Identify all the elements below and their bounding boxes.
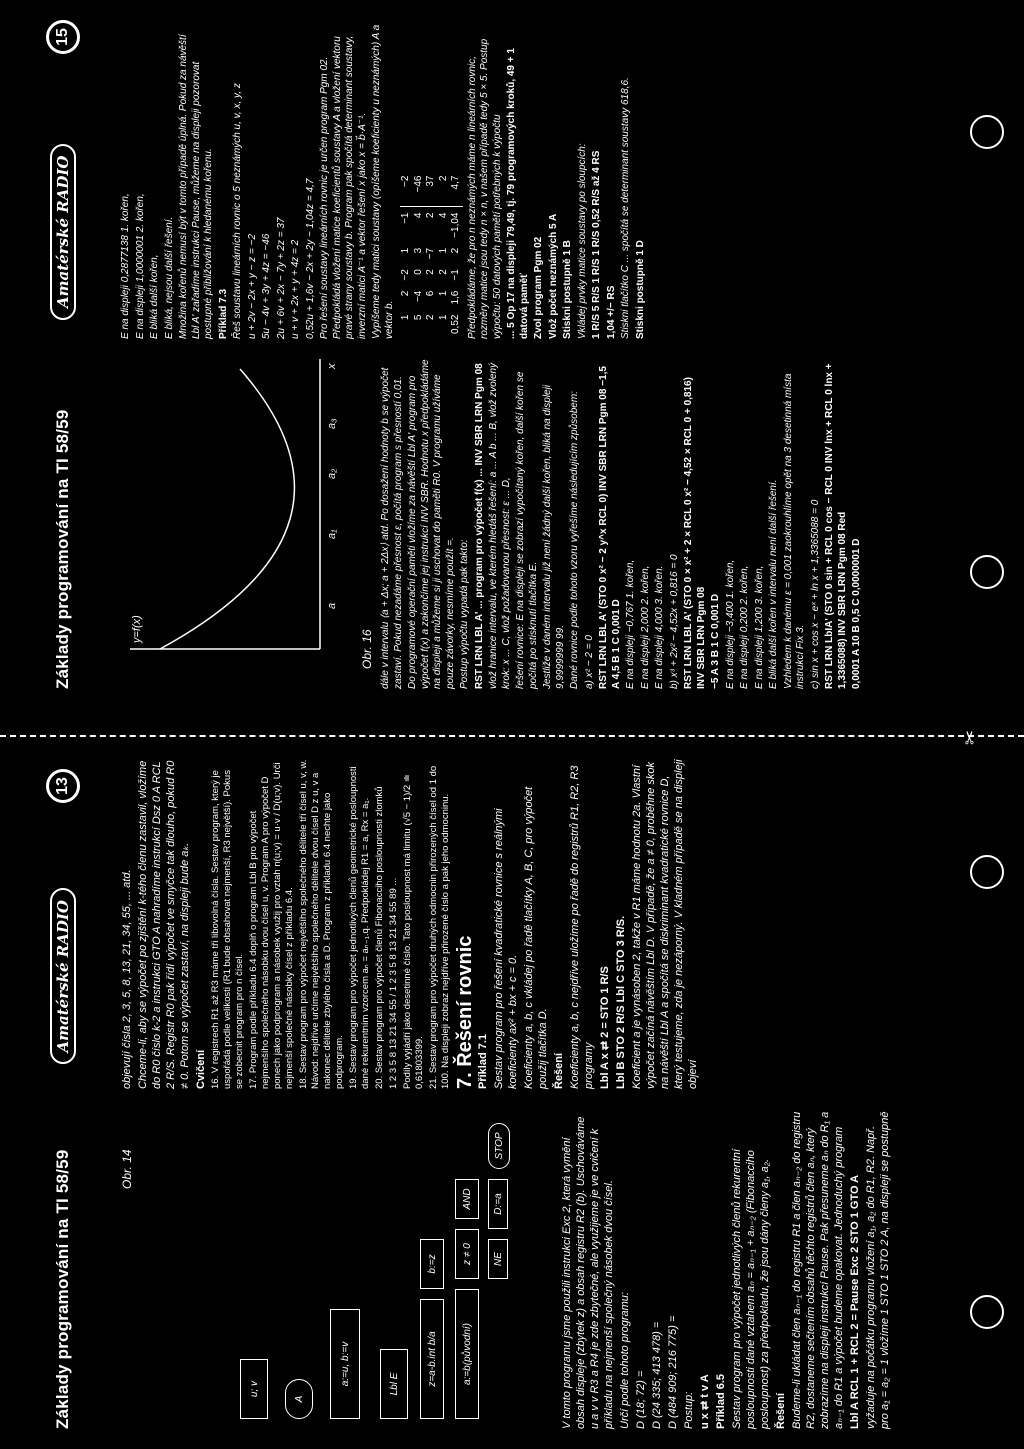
matrix-cell: 4 <box>412 212 424 219</box>
matrix-cell: −7 <box>425 247 436 260</box>
paragraph: E na displeji −0,767 1. kořen, <box>625 559 636 689</box>
paragraph: E bliká, nejsou další řešení. <box>163 216 175 339</box>
paragraph: 18. Sestav program pro výpočet největšího společného dělitele tří čísel u, v, w. Návod: nejdříve určíme největšího společného dělitele dvou čísel D z u, v a nakonec dělitele zbylého čísla a D. Program z příkladu 6.4 nechte jako podprogram. <box>298 759 345 1089</box>
paragraph: Předpokládáme, že pro n neznámých máme n lineárních rovnic, rozměry matice jsou tedy n × n, v našem případě tedy 5 × 5. Postup výpočtu: 50 datových pamětí potřebných k výpočtu <box>466 38 503 339</box>
flow-box-label-e: Lbl E <box>380 1349 408 1419</box>
matrix-cell: 2 <box>400 290 411 297</box>
tick-label: a <box>326 602 338 609</box>
paragraph: E na displeji 1,0000001 2. kořen, <box>134 193 146 339</box>
paragraph: E na displeji 0,2877138 1. kořen, <box>120 193 131 339</box>
vector-b-cell: 4,7 <box>450 171 463 207</box>
paragraph: Postup: <box>683 1391 695 1429</box>
paragraph: Lbl A RCL 1 + RCL 2 = Pause Exc 2 STO 1 GTO A <box>849 1174 861 1429</box>
vector-b-cell: −46 <box>413 171 426 207</box>
matrix-cell: 2 <box>450 247 461 254</box>
paragraph: Vypíšeme tedy matici soustavy (opíšeme koeficienty u neznámých) A a vektor b. <box>371 24 395 339</box>
matrix-cell: −1 <box>450 269 461 281</box>
tick-label: a₁ <box>326 529 338 539</box>
paragraph: 1,04 +/− RS <box>605 285 617 339</box>
paragraph: D (24 335; 413 478) = <box>651 1321 663 1429</box>
paragraph: 16. V registrech R1 až R3 máme tři libovolná čísla. Sestav program, který je uspořádá podle velikosti (R1 bude obsahovat nejmenší, R3 největší). Pokus se zobecnit program pro n čísel. <box>210 770 245 1089</box>
binder-hole <box>970 1295 1004 1329</box>
paragraph: E na displeji 1,200 3. kořen, <box>753 565 765 689</box>
paragraph: Stiskni postupně 1 B <box>562 240 573 339</box>
paragraph: Řešení <box>775 1392 787 1429</box>
paragraph: Jestliže v daném intervalu již není žádný další kořen, bliká na displeji 9,9999999 99. <box>542 384 566 689</box>
paragraph: 0,0001 A 10 B 0,5 C 0,0000001 D <box>851 538 862 689</box>
right-page <box>0 0 1024 709</box>
function-graph-figure <box>120 349 350 669</box>
right-header <box>18 20 108 689</box>
flow-box-input: u; v <box>240 1359 268 1419</box>
left-page-number: 13 <box>46 769 80 803</box>
paragraph: RST LRN LBL A' (STO 0 × x² + 2 × RCL 0 x² − 4,52 × RCL 0 + 0,816) INV SBR LRN Pgm 08 <box>683 377 707 689</box>
cut-line <box>0 735 1024 737</box>
flow-box-and: AND <box>455 1179 479 1219</box>
flow-box-assign: a:=u, b:=v <box>330 1309 360 1419</box>
paragraph: u + v + 2x + y + 4z = 2 <box>290 239 301 339</box>
paragraph: c) sin x + cos x − eˣ + ln x + 1,3365088 = 0 <box>809 499 821 689</box>
paragraph: vyžaduje na počátku programu vložení a₁, a₂ do R1, R2. Např. pro a₁ = a₂ = 1 vložíme 1 STO 1 STO 2 A, na displeji se postupně <box>865 1111 891 1429</box>
matrix-cell: 1 <box>437 290 449 297</box>
paragraph: Budeme-li ukládat člen aₙ₋₁ do registru R1 a člen aₙ₋₂ do registru R2, dostaneme sečtením obsahů těchto registrů člen aₙ, který zobrazíme na displeji instrukcí Pause. Pak přesuneme aₙ do R₁ a aₙ₋₁ do R1 a výpočet budeme opakovat. Jednoduchý program <box>791 1111 845 1429</box>
matrix-cell: 4 <box>437 212 449 219</box>
left-header <box>18 769 108 1429</box>
paragraph: Do programové operační paměti vložíme za návěští Lbl A' program pro výpočet f(x) a zakončíme jej instrukcí INV SBR. Hodnotu x předpokládáme na displeji a můžeme si ji uschovat do paměti R0. V programu užíváme pouze závorky, nesmíme použít =. <box>407 359 456 689</box>
y-axis-label: y=f(x) <box>131 615 143 643</box>
matrix-cell: 2 <box>425 212 436 219</box>
flow-box-compute-z: z=a-b.int b/a <box>420 1299 444 1419</box>
paragraph: Vlož počet neznámých 5 A <box>547 213 559 339</box>
paragraph: D (18; 72) = <box>635 1370 647 1429</box>
paragraph: 20. Sestav program pro výpočet členů Fibonacciho posloupnosti zlomků <box>374 786 385 1089</box>
vector-b-cell: −2 <box>400 171 413 207</box>
paragraph: vlož hranice intervalu, ve kterém hledáš řešení: a ... A b ... B, vlož zvolený krok: x ... C, vlož požadovanou přesnost: ε ... D, <box>488 362 512 689</box>
paragraph: Určí podle tohoto programu: <box>619 1292 631 1429</box>
matrix-table <box>400 171 463 339</box>
matrix-cell: −2 <box>400 269 411 281</box>
paragraph: Podíly vyjádří jako desetinné číslo. Tato posloupnost má limitu (√5 − 1)/2 ≐ 0,61803399. <box>402 774 425 1089</box>
flow-box-test: z ≠ 0 <box>455 1229 479 1279</box>
paragraph: Příklad 7.3 <box>217 288 229 339</box>
paragraph: Stiskni tlačítko C ... spočítá se determinant soustavy 618,6. <box>620 77 631 339</box>
right-page-number: 15 <box>46 20 80 54</box>
left-page <box>0 749 1024 1449</box>
paragraph: Příklad 6.5 <box>715 1373 727 1429</box>
paragraph: 1 R/S 5 R/S 1 R/S 1 R/S 0,52 R/S až 4 RS <box>591 150 602 339</box>
paragraph: 19. Sestav program pro výpočet jednotlivých členů geometrické posloupnosti dané rekurentním vzorcem aₙ = aₙ₋₁.q. Předpokládej R1 = a, Rx = a₁. <box>348 766 371 1089</box>
paragraph: Sestav program pro řešení kvadratické rovnice s reálnými koeficienty ax² + bx + c = 0. <box>493 808 519 1089</box>
paragraph: Množina kořenů nemusí být v tomto případě úplná. Pokud za návěští Lbl A' zařadíme instrukci Pause, můžeme na displeji pozorovat postupné přibližování k hledanému kořenu. <box>178 34 214 339</box>
paragraph: Cvičení <box>195 1049 207 1089</box>
matrix-row <box>450 171 463 339</box>
paragraph: Sestav program pro výpočet jednotlivých členů rekurentní posloupnosti dané vztahem aₙ = aₙ₋₁ + aₙ₋₂ (Fibonacciho posloupnost) za předpokladu, že jsou dány členy a₁, a₂. <box>731 1148 771 1429</box>
paragraph: 17. Program podle příkladu 6.4 doplň o program Lbl B pro výpočet nejmenšího společného násobku dvou čísel u, v. Program A pro výpočet D ponech jako podprogram a násobek využij pro vztah n(u;v) = u·v / D(u;v). Urči nejmenší společné násobky čísel z příkladu 6.4. <box>248 762 295 1089</box>
right-header-title: Základy programování na TI 58/59 <box>53 409 72 689</box>
matrix-cell: −1 <box>400 212 411 224</box>
paragraph: 5u − 4v + 3y + 4z = −46 <box>261 233 272 339</box>
matrix-cell: −4 <box>412 290 424 303</box>
paragraph: Vkládej prvky matice soustavy po sloupcích: <box>576 143 588 339</box>
paragraph: b) x³ + 2x² − 4,52x + 0,816 = 0 <box>668 554 680 689</box>
paragraph: Příklad 7.1 <box>477 1033 489 1089</box>
paragraph: Dané rovnice podle tohoto vzoru vyřešíme následujícím způsobem: <box>569 391 580 689</box>
vector-b-cell: 2 <box>438 171 451 207</box>
paragraph: 21. Sestav program pro výpočet druhých odmocnin přirozených čísel od 1 do 100. Na displeji zobraz nejdříve přirozené číslo a pak jeho odmocninu. <box>428 765 451 1089</box>
right-column-1 <box>380 359 866 689</box>
matrix-cell: 0 <box>412 269 424 275</box>
paragraph: Chceme-li, aby se výpočet po zjištění k-tého členu zastavil, vložíme do R0 číslo k-2 a instrukci GTO A nahradíme instrukcí Dsz 0 A RCL 2 R/S. Registr R0 pak řídí výpočet ve smyčce tak dlouho, pokud R0 ≠ 0. Potom se výpočet zastaví, na displeji bude aₖ. <box>137 760 191 1089</box>
left-header-title: Základy programování na TI 58/59 <box>53 1149 72 1429</box>
paragraph: Řeš soustavu lineárních rovnic o 5 neznámých u, v, x, y, z <box>232 83 243 339</box>
paragraph: ... 5 Op 17 na displeji 79,49, tj. 79 programových kroků, 49 + 1 datová paměť <box>506 48 530 339</box>
binder-hole <box>970 855 1004 889</box>
matrix-cell: 2 <box>437 269 449 275</box>
paragraph: Pro řešení soustavy lineárních rovnic je určen program Pgm 02. Předpokládá vložení matice koeficientů soustavy A a vložení vektoru pravé strany soustavy b. Program pak spočítá determinant soustavy, inverzní matici A⁻¹ a vektor řešení x jako x = b⃗·A⁻¹. <box>319 35 368 339</box>
figure-16-label: Obr. 16 <box>360 629 374 669</box>
tick-label: x <box>326 363 338 369</box>
paragraph: RST LRN LBL A' ... program pro výpočet f(x) ... INV SBR LRN Pgm 08 <box>473 363 485 689</box>
paragraph: Postup výpočtu vypadá pak takto: <box>459 539 470 689</box>
paragraph: řešení rovnice: E na displeji se zobrazí vypočítaný kořen, další kořen se počítá po stisknutí tlačítka E. <box>515 371 539 689</box>
paragraph: D (484 909; 216 775) = <box>667 1315 679 1429</box>
matrix-cell: 1 <box>400 314 411 321</box>
matrix-cell: 3 <box>412 247 424 254</box>
tick-label: a₂ <box>326 468 338 479</box>
flow-box-label-a: A <box>285 1379 313 1419</box>
paragraph: u + 2v − 2x + y − z = −2 <box>246 233 258 339</box>
matrix-cell: 6 <box>425 290 436 297</box>
right-column-2 <box>120 19 649 339</box>
matrix-row <box>413 171 426 339</box>
tick-label: a₃ <box>326 418 338 429</box>
paragraph: E bliká další kořen, <box>149 254 160 339</box>
matrix-row <box>438 171 451 339</box>
paragraph: RST LRN LbIA' (STO 0 sin + RCL 0 cos − RCL 0 INV lnx + RCL 0 lnx + 1,3365088) INV SBR LRN Pgm 08 Red <box>824 363 848 689</box>
matrix-cell: 5 <box>412 314 424 321</box>
function-curve <box>160 369 294 649</box>
paragraph: Lbl B STO 2 R/S Lbl C STO 3 R/S. <box>615 915 627 1089</box>
paragraph: Stiskni postupně 1 D <box>634 240 646 339</box>
scissors-icon: ✂ <box>960 729 980 745</box>
flow-box-stop: STOP <box>488 1123 510 1169</box>
left-header-brand: Amatérské RADIO <box>50 888 76 1064</box>
paragraph: u x ⇄ t v A <box>699 1374 711 1429</box>
paragraph: 2u + 6v + 2x − 7y + 2z = 37 <box>275 217 287 339</box>
matrix-cell: 1 <box>400 247 411 254</box>
binder-hole <box>970 555 1004 589</box>
paragraph: RST LRN LBL A' (STO 0 x² − 2 y^x RCL 0) INV SBR LRN Pgm 08 −1,5 A 4,5 B 1 C 0,001 D <box>598 366 622 689</box>
paragraph: objevují čísla 2, 3, 5, 8, 13, 21, 34, 55, ... atd. <box>121 869 133 1089</box>
paragraph: Vzhledem k danému ε = 0,001 zaokrouhlíme opět na 3 desetinná místa instrukcí Fix 3. <box>782 373 806 689</box>
binder-hole <box>970 115 1004 149</box>
matrix-cell: 1 <box>437 247 449 254</box>
paragraph: a) x² − 2 = 0 <box>583 635 595 689</box>
matrix-cell: 1,6 <box>450 290 461 305</box>
flow-box-ne: NE <box>488 1239 508 1279</box>
paragraph: E na displeji −3,400 1. kořen, <box>724 559 736 689</box>
paragraph: 0,52u + 1,6v − 2x + 2y − 1,04z = 4,7 <box>304 178 316 339</box>
paragraph: Zvol program Pgm 02 <box>533 236 544 339</box>
paragraph: V tomto programu jsme použili instrukci Exc 2, která vymění obsah displeje (zbytek z) a obsah registru R2 (b). Uschováváme u a v v R3 a R4 je zde zbytečné, ale využijeme je ve cvičení k příkladu na nejmenší společný násobek dvou čísel. <box>561 1116 615 1429</box>
paragraph: Koeficienty a, b, c nejdříve uložíme po řadě do registrů R1, R2, R3 programy <box>569 765 595 1089</box>
paragraph: E na displeji 4,000 3. kořen. <box>654 565 665 689</box>
figure-14-label: Obr. 14 <box>120 1149 134 1189</box>
paragraph: E bliká další kořen v intervalu není další řešení. <box>768 479 779 689</box>
left-column-1 <box>560 1109 894 1429</box>
matrix-cell: −1,04 <box>450 212 461 238</box>
flowchart-figure <box>120 1119 540 1419</box>
paragraph: −5 A 3 B 1 C 0,001 D <box>710 593 721 689</box>
flow-box-d: D:=a <box>488 1179 508 1229</box>
matrix-cell: 2 <box>425 314 436 321</box>
paragraph: Řešení <box>553 1052 565 1089</box>
matrix-cell: 2 <box>425 269 436 275</box>
right-header-brand: Amatérské RADIO <box>50 144 76 320</box>
matrix-row <box>425 171 438 339</box>
vector-b-cell: 37 <box>425 171 438 207</box>
paragraph: 1 2 3 5 8 13 21 34 55 / 1 2 3 5 8 13 21 34 55 89 ... <box>388 877 399 1089</box>
paragraph: Koeficienty a, b, c vkládej po řadě tlačítky A, B, C, pro výpočet použij tlačítka D. <box>523 786 549 1089</box>
paragraph: E na displeji 0,200 2. kořen, <box>739 565 750 689</box>
matrix-cell: 1 <box>437 314 449 321</box>
paragraph: Lbl A x ⇄ 2 = STO 1 R/S <box>599 966 611 1089</box>
flow-box-a-b: a:=b(původní) <box>455 1289 479 1419</box>
matrix-row <box>400 171 413 339</box>
flow-box-b-z: b:=z <box>420 1239 444 1289</box>
left-column-2 <box>120 759 702 1089</box>
matrix-cell: 0,52 <box>450 314 461 334</box>
paragraph: Koeficient a je vynásoben 2, takže v R1 máme hodnotu 2a. Vlastní výpočet začíná návěštím Lbl D. V případě, že a ≠ 0, proběhne skok na návěští Lbl A a spočítá se diskriminant kvadratické rovnice D, který testujeme, zda je nezáporný. V kladném případě se na displeji objeví <box>631 759 699 1089</box>
paragraph: dále v intervalu ⟨a + Δx; a + 2Δx⟩ atd. Po dosažení hodnoty b se výpočet zastaví. Pokud nezadáme přesnost ε, počítá program s přesností 0,01. <box>380 367 404 689</box>
paragraph: E na displeji 2,000 2. kořen, <box>639 565 651 689</box>
section-heading: 7. Řešení rovnic <box>454 935 476 1089</box>
